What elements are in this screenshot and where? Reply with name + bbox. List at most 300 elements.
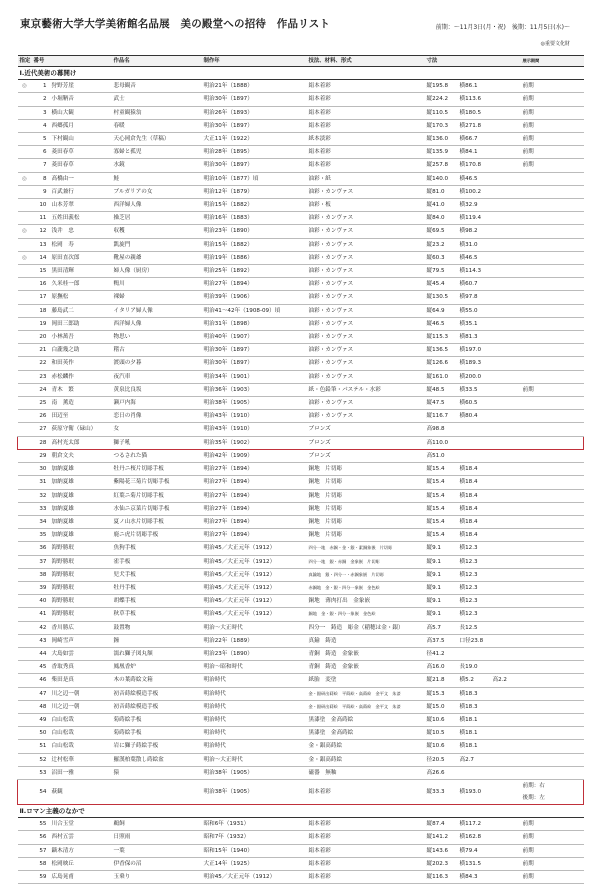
technique-cell: 油彩・カンヴァス [307, 278, 425, 291]
year-cell: 明治10年（1877）頃 [202, 172, 307, 185]
dimension-3-cell [491, 818, 521, 831]
work-title-cell: 鮭 [112, 172, 202, 185]
number-cell: 24 [32, 383, 50, 396]
display-period-cell [521, 278, 584, 291]
year-cell: 明治42年（1909） [202, 449, 307, 462]
dimension-2-cell: 横84.3 [458, 870, 491, 883]
year-cell: 明治27年（1894） [202, 476, 307, 489]
work-title-cell: ブルガリアの女 [112, 185, 202, 198]
work-title-cell: 天心岡倉先生（草稿） [112, 133, 202, 146]
dimension-3-cell [491, 199, 521, 212]
display-period-cell: 前期 [521, 93, 584, 106]
dimension-3-cell [491, 700, 521, 713]
table-row [18, 647, 584, 660]
dimension-1-cell: 縦81.0 [425, 185, 458, 198]
dimension-2-cell: 横18.4 [458, 476, 491, 489]
work-title-cell: 武士 [112, 93, 202, 106]
year-cell: 明治26年（1893） [202, 106, 307, 119]
table-row [18, 133, 584, 146]
technique-cell: 油彩・カンヴァス [307, 212, 425, 225]
dimension-1-cell: 縦48.5 [425, 383, 458, 396]
number-cell: 54 [32, 779, 50, 804]
table-row [18, 146, 584, 159]
dimension-1-cell: 縦224.2 [425, 93, 458, 106]
year-cell: 明治時代 [202, 700, 307, 713]
mark-cell [18, 700, 32, 713]
dimension-3-cell: 高2.2 [491, 674, 521, 687]
dimension-2-cell [458, 423, 491, 436]
table-row [18, 634, 584, 647]
technique-cell: 紙・色鉛筆・パステル・水彩 [307, 383, 425, 396]
dimension-2-cell: 横55.0 [458, 304, 491, 317]
artist-cell: 小堀鞆音 [50, 93, 112, 106]
technique-cell: 銅地 片切彫 [307, 529, 425, 542]
number-cell: 2 [32, 93, 50, 106]
dimension-2-cell: 横33.5 [458, 383, 491, 396]
dimension-2-cell: 横18.1 [458, 740, 491, 753]
dimension-1-cell: 縦47.5 [425, 397, 458, 410]
dimension-2-cell: 横18.4 [458, 463, 491, 476]
display-period-cell [521, 740, 584, 753]
work-title-cell: 紅葉ニ菊片切彫手板 [112, 489, 202, 502]
dimension-3-cell [491, 740, 521, 753]
dimension-3-cell [491, 357, 521, 370]
number-cell: 6 [32, 146, 50, 159]
year-cell: 明治30年（1897） [202, 357, 307, 370]
artist-cell: 菱田春草 [50, 159, 112, 172]
artist-cell: 岡崎雪声 [50, 634, 112, 647]
year-cell: 明治27年（1894） [202, 515, 307, 528]
table-row [18, 568, 584, 581]
artist-cell: 広島晃甫 [50, 870, 112, 883]
year-cell: 明治12年（1879） [202, 185, 307, 198]
year-cell: 昭和15年（1940） [202, 844, 307, 857]
number-cell: 21 [32, 344, 50, 357]
dimension-1-cell: 高37.5 [425, 634, 458, 647]
table-row [18, 344, 584, 357]
number-cell: 51 [32, 740, 50, 753]
table-row [18, 291, 584, 304]
artist-cell: 朝倉文夫 [50, 449, 112, 462]
technique-cell: 油彩・カンヴァス [307, 238, 425, 251]
year-cell: 明治時代 [202, 674, 307, 687]
dimension-1-cell: 縦257.8 [425, 159, 458, 172]
work-title-cell: 胡蝶手板 [112, 595, 202, 608]
dimension-1-cell: 縦15.4 [425, 529, 458, 542]
display-period-cell [521, 225, 584, 238]
artwork-list-table [17, 55, 584, 884]
artist-cell: 加納夏雄 [50, 529, 112, 542]
artist-cell: 海野勝珉 [50, 555, 112, 568]
work-title-cell: 渡頭の夕暮 [112, 357, 202, 370]
mark-cell: ◎ [18, 251, 32, 264]
dimension-2-cell: 横189.3 [458, 357, 491, 370]
mark-cell [18, 93, 32, 106]
dimension-3-cell [491, 304, 521, 317]
mark-cell [18, 727, 32, 740]
number-cell: 1 [32, 80, 50, 93]
work-title-cell: 鐘 [112, 634, 202, 647]
table-row [18, 529, 584, 542]
year-cell: 明治36年（1903） [202, 383, 307, 396]
mark-cell [18, 555, 32, 568]
year-cell: 大正14年（1925） [202, 857, 307, 870]
number-cell: 55 [32, 818, 50, 831]
technique-cell: 銅地 片切彫 [307, 463, 425, 476]
number-cell: 13 [32, 238, 50, 251]
year-cell: 明治15年（1882） [202, 199, 307, 212]
dimension-3-cell [491, 568, 521, 581]
work-title-cell: 初音蒔絵模造手板 [112, 687, 202, 700]
year-cell: 明治45／大正元年（1912） [202, 581, 307, 594]
col-header-dim3 [491, 56, 521, 67]
table-row [18, 542, 584, 555]
artist-cell: 浅井 忠 [50, 225, 112, 238]
technique-cell: 金・銀研出蒔絵 平蒔絵・高蒔絵 金平文 朱漆 [307, 700, 425, 713]
technique-cell: 油彩・カンヴァス [307, 344, 425, 357]
display-period-cell [521, 265, 584, 278]
technique-cell: 油彩・カンヴァス [307, 291, 425, 304]
work-title-cell: 春暖 [112, 119, 202, 132]
legend-important-cultural-property: ◎重要文化財 [540, 41, 570, 47]
technique-cell: ブロンズ [307, 423, 425, 436]
display-period-cell: 前期 [521, 857, 584, 870]
year-cell: 明治40年（1907） [202, 331, 307, 344]
number-cell: 59 [32, 870, 50, 883]
dimension-2-cell: 横162.8 [458, 831, 491, 844]
display-period-cell [521, 238, 584, 251]
display-period-cell [521, 410, 584, 423]
year-cell: 明治27年（1894） [202, 463, 307, 476]
mark-cell [18, 146, 32, 159]
dimension-3-cell [491, 687, 521, 700]
number-cell: 46 [32, 674, 50, 687]
display-period-cell [521, 463, 584, 476]
year-cell: 明治21年（1888） [202, 80, 307, 93]
work-title-cell: 恋日の肖像 [112, 410, 202, 423]
number-cell: 40 [32, 595, 50, 608]
artist-cell: 白山松哉 [50, 713, 112, 726]
dimension-2-cell: 横119.4 [458, 212, 491, 225]
technique-cell: 赤銅地 金・銀・四分一象嵌 金色絵 [307, 581, 425, 594]
mark-cell [18, 870, 32, 883]
dimension-2-cell: 横12.3 [458, 608, 491, 621]
col-header-artist [50, 56, 112, 67]
mark-cell [18, 857, 32, 870]
year-cell: 昭和7年（1932） [202, 831, 307, 844]
display-period-cell [521, 687, 584, 700]
dimension-2-cell: 横200.0 [458, 370, 491, 383]
work-title-cell: つるされた猫 [112, 449, 202, 462]
display-period-cell [521, 515, 584, 528]
number-cell: 17 [32, 291, 50, 304]
dimension-1-cell: 縦15.0 [425, 700, 458, 713]
dimension-2-cell: 横131.5 [458, 857, 491, 870]
dimension-1-cell: 縦15.4 [425, 489, 458, 502]
table-row [18, 199, 584, 212]
dimension-2-cell: 横97.8 [458, 291, 491, 304]
work-title-cell: 瀬戸内海 [112, 397, 202, 410]
dimension-3-cell [491, 212, 521, 225]
dimension-2-cell: 横12.3 [458, 542, 491, 555]
year-cell: 大正11年（1922） [202, 133, 307, 146]
mark-cell: ◎ [18, 172, 32, 185]
artist-cell: 高村光太郎 [50, 436, 112, 449]
dimension-3-cell [491, 93, 521, 106]
dimension-2-cell: 横32.9 [458, 199, 491, 212]
work-title-cell: 木の葉蒔絵文箱 [112, 674, 202, 687]
dimension-3-cell [491, 727, 521, 740]
work-title-cell: 児犬手板 [112, 568, 202, 581]
artist-cell: 赤松麟作 [50, 370, 112, 383]
work-title-cell: 夜汽車 [112, 370, 202, 383]
year-cell: 明治28年（1895） [202, 146, 307, 159]
table-row [18, 304, 584, 317]
display-period-cell: 前期 [521, 159, 584, 172]
mark-cell [18, 634, 32, 647]
year-cell: 明治時代 [202, 687, 307, 700]
dimension-1-cell: 縦202.3 [425, 857, 458, 870]
display-period-cell [521, 185, 584, 198]
number-cell: 20 [32, 331, 50, 344]
technique-cell: 四分一 鋳造 彫金（稲穂は金・銀） [307, 621, 425, 634]
mark-cell [18, 304, 32, 317]
table-row [18, 410, 584, 423]
table-row [18, 489, 584, 502]
display-period-cell [521, 423, 584, 436]
number-cell: 37 [32, 555, 50, 568]
technique-cell: 銅地 片切彫 [307, 515, 425, 528]
artist-cell: 香取秀真 [50, 661, 112, 674]
mark-cell [18, 661, 32, 674]
display-period-cell [521, 357, 584, 370]
work-title-cell: 裸婦 [112, 291, 202, 304]
mark-cell [18, 818, 32, 831]
dimension-3-cell [491, 119, 521, 132]
dimension-2-cell: 横35.1 [458, 317, 491, 330]
technique-cell: 油彩・カンヴァス [307, 265, 425, 278]
year-cell: 明治43年（1910） [202, 410, 307, 423]
artist-cell: 松岡 寿 [50, 238, 112, 251]
work-title-cell: 牡丹手板 [112, 581, 202, 594]
artist-cell: 香川勝広 [50, 621, 112, 634]
technique-cell: 真鍮 鋳造 [307, 634, 425, 647]
work-title-cell: 濡れ獅子図丸額 [112, 647, 202, 660]
col-header-work: 作品名 [112, 56, 202, 67]
mark-cell [18, 687, 32, 700]
number-cell: 33 [32, 502, 50, 515]
technique-cell: 金・銀研出蒔絵 平蒔絵・高蒔絵 金平文 朱漆 [307, 687, 425, 700]
year-cell: 明治45／大正元年（1912） [202, 555, 307, 568]
display-period-cell [521, 661, 584, 674]
mark-cell [18, 423, 32, 436]
work-title-cell: 寡婦と孤児 [112, 146, 202, 159]
artist-cell: 横山大観 [50, 106, 112, 119]
dimension-1-cell: 縦116.7 [425, 410, 458, 423]
table-row [18, 713, 584, 726]
dimension-2-cell: 横31.0 [458, 238, 491, 251]
technique-cell: 油彩・板 [307, 199, 425, 212]
number-cell: 53 [32, 766, 50, 779]
display-period-cell [521, 251, 584, 264]
artist-cell: 川之辺一朝 [50, 700, 112, 713]
work-title-cell: イタリア婦人像 [112, 304, 202, 317]
mark-cell [18, 581, 32, 594]
technique-cell: 銅地 金・銀・四分一象嵌 金色絵 [307, 608, 425, 621]
artist-cell: 西郷孤月 [50, 119, 112, 132]
display-period-cell [521, 647, 584, 660]
mark-cell [18, 542, 32, 555]
dimension-3-cell [491, 766, 521, 779]
number-cell: 42 [32, 621, 50, 634]
display-period-cell [521, 766, 584, 779]
year-cell: 明治15年（1882） [202, 238, 307, 251]
display-period-cell: 前期 [521, 133, 584, 146]
mark-cell [18, 595, 32, 608]
number-cell: 12 [32, 225, 50, 238]
dimension-2-cell: 横18.3 [458, 687, 491, 700]
display-period-cell: 前期 [521, 383, 584, 396]
dimension-1-cell: 縦10.6 [425, 740, 458, 753]
table-row [18, 317, 584, 330]
col-header-technique: 技法、材料、形式 [307, 56, 425, 67]
artist-cell: 海野勝珉 [50, 595, 112, 608]
dimension-1-cell: 縦60.3 [425, 251, 458, 264]
exhibition-period: 前期：～11月3日(月・祝) 後期：11月5日(水)～ [435, 24, 570, 31]
table-row [18, 818, 584, 831]
year-cell: 明治19年（1886） [202, 251, 307, 264]
dimension-3-cell [491, 779, 521, 804]
work-title-cell: 鹿ニ虎片切彫手板 [112, 529, 202, 542]
dimension-3-cell [491, 436, 521, 449]
year-cell: 明治38年（1905） [202, 779, 307, 804]
dimension-2-cell: 横18.4 [458, 515, 491, 528]
dimension-3-cell [491, 489, 521, 502]
dimension-1-cell: 縦46.5 [425, 317, 458, 330]
artist-cell: 百武兼行 [50, 185, 112, 198]
table-row [18, 857, 584, 870]
dimension-2-cell: 横193.0 [458, 779, 491, 804]
number-cell: 11 [32, 212, 50, 225]
year-cell: 明治38年（1905） [202, 397, 307, 410]
artist-cell: 菱田春草 [50, 146, 112, 159]
year-cell: 明治34年（1901） [202, 370, 307, 383]
dimension-1-cell: 高26.6 [425, 766, 458, 779]
dimension-3-cell [491, 291, 521, 304]
mark-cell [18, 529, 32, 542]
number-cell: 44 [32, 647, 50, 660]
dimension-1-cell: 径20.5 [425, 753, 458, 766]
mark-cell [18, 119, 32, 132]
col-header-year: 制作年 [202, 56, 307, 67]
technique-cell: 油彩・カンヴァス [307, 251, 425, 264]
artist-cell: 和田英作 [50, 357, 112, 370]
display-period-cell [521, 291, 584, 304]
technique-cell: 磁器 無釉 [307, 766, 425, 779]
display-period-cell [521, 700, 584, 713]
table-row [18, 727, 584, 740]
technique-cell: 四分一地 銀・赤銅 金象嵌 片切彫 [307, 555, 425, 568]
technique-cell: 油彩・カンヴァス [307, 410, 425, 423]
work-title-cell: 菊蒔絵手板 [112, 727, 202, 740]
dimension-3-cell [491, 449, 521, 462]
year-cell: 明治25年（1892） [202, 265, 307, 278]
dimension-3-cell [491, 634, 521, 647]
work-title-cell: 牡丹ニ桜片切彫手板 [112, 463, 202, 476]
display-period-cell [521, 634, 584, 647]
year-cell: 明治45／大正元年（1912） [202, 608, 307, 621]
dimension-1-cell: 縦135.9 [425, 146, 458, 159]
technique-cell: 銅地 片切彫 [307, 476, 425, 489]
work-title-cell: 魚狗手板 [112, 542, 202, 555]
technique-cell: 絹本着彩 [307, 844, 425, 857]
year-cell: 明治38年（1905） [202, 766, 307, 779]
table-row [18, 870, 584, 883]
artist-cell: 高橋由一 [50, 172, 112, 185]
technique-cell: 油彩・カンヴァス [307, 397, 425, 410]
number-cell: 34 [32, 515, 50, 528]
mark-cell [18, 766, 32, 779]
dimension-2-cell [458, 766, 491, 779]
number-cell: 3 [32, 106, 50, 119]
dimension-2-cell: 横18.4 [458, 489, 491, 502]
table-row [18, 621, 584, 634]
dimension-3-cell [491, 870, 521, 883]
year-cell: 明治45／大正元年（1912） [202, 595, 307, 608]
display-period-cell [521, 304, 584, 317]
dimension-2-cell: 横81.3 [458, 331, 491, 344]
work-title-cell: 収穫 [112, 225, 202, 238]
year-cell: 明治27年（1894） [202, 502, 307, 515]
year-cell: 明治43年（1910） [202, 423, 307, 436]
artist-cell: 荻原守衛（碌山） [50, 423, 112, 436]
mark-cell [18, 436, 32, 449]
number-cell: 16 [32, 278, 50, 291]
mark-cell [18, 621, 32, 634]
dimension-1-cell: 高98.8 [425, 423, 458, 436]
artist-cell: 海野勝珉 [50, 542, 112, 555]
dimension-1-cell: 縦15.4 [425, 502, 458, 515]
technique-cell: 絹本着彩 [307, 870, 425, 883]
display-period-cell: 前期 [521, 870, 584, 883]
number-cell: 7 [32, 159, 50, 172]
mark-cell [18, 674, 32, 687]
work-title-cell: 菊蒔絵手板 [112, 713, 202, 726]
mark-cell [18, 265, 32, 278]
year-cell: 明治41～42年（1908-09）頃 [202, 304, 307, 317]
display-period-cell [521, 542, 584, 555]
number-cell: 32 [32, 489, 50, 502]
dimension-3-cell [491, 80, 521, 93]
dimension-1-cell: 高16.0 [425, 661, 458, 674]
display-period-cell: 前期 [521, 818, 584, 831]
table-row [18, 661, 584, 674]
technique-cell: 黒漆塗 金高蒔絵 [307, 713, 425, 726]
dimension-1-cell: 縦130.5 [425, 291, 458, 304]
artist-cell: 加納夏雄 [50, 489, 112, 502]
dimension-1-cell: 縦9.1 [425, 581, 458, 594]
dimension-3-cell [491, 621, 521, 634]
artist-cell: 白山松哉 [50, 740, 112, 753]
work-title-cell: 黄泉比良坂 [112, 383, 202, 396]
table-row [18, 476, 584, 489]
work-title-cell: 女 [112, 423, 202, 436]
technique-cell: 絹本着彩 [307, 779, 425, 804]
technique-cell: 油彩・紙 [307, 172, 425, 185]
table-row [18, 779, 584, 804]
work-title-cell: 紫陽花三菊片切彫手板 [112, 476, 202, 489]
technique-cell: 紙本淡彩 [307, 133, 425, 146]
